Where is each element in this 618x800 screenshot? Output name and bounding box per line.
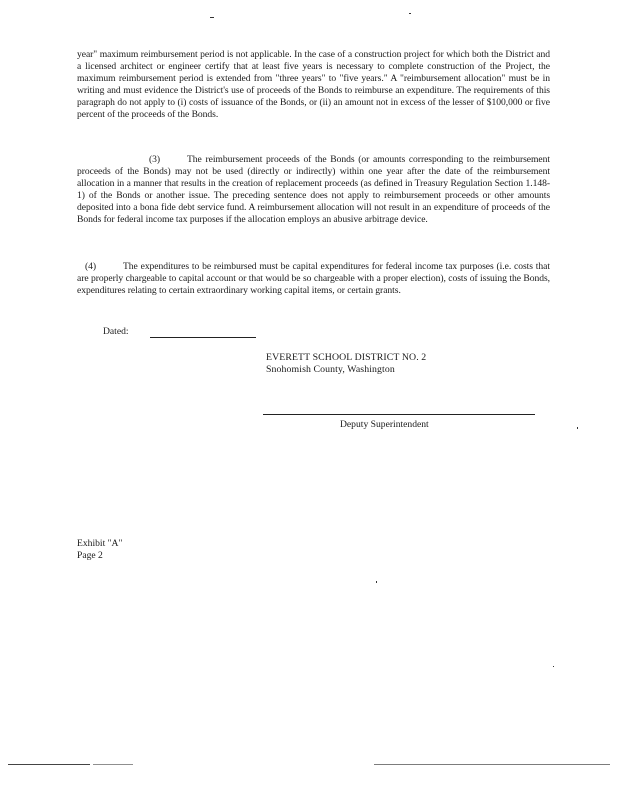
scan-speck (376, 581, 377, 583)
organization-block (266, 352, 426, 377)
signature-line (263, 414, 535, 415)
paragraph-4-capital-expenditures (77, 261, 550, 297)
scan-speck (553, 666, 554, 667)
scan-speck (210, 17, 214, 18)
paragraph-text: The reimbursement proceeds of the Bonds (or amounts corresponding to the reimbursement proceeds of the Bonds) may not be used (directly or indirectly) within one year after the date of the reimbursement allocation in a manner that results in the creation of replacement proceeds (as defined in Treasury Regulation Section 1.148-1) of the Bonds or another issue. The preceding sentence does not apply to reimbursement proceeds or other amounts deposited into a bona fide debt service fund. A reimbursement allocation will not result in an expenditure of proceeds of the Bonds for federal income tax purposes if the allocation employs an abusive arbitrage device. (77, 154, 550, 226)
organization-name: EVERETT SCHOOL DISTRICT NO. 2 (266, 352, 427, 363)
organization-county: Snohomish County, Washington (266, 364, 395, 376)
paragraph-reimbursement-period (77, 49, 550, 122)
paragraph-text: year" maximum reimbursement period is not applicable. In the case of a construction project for which both the District and a licensed architect or engineer certify that at least five years is necessary to complete construction of the Project, the maximum reimbursement period is extended from "three years" to "five years." A "reimbursement allocation" must be in writing and must evidence the District's use of proceeds of the Bonds to reimburse an expenditure. The requirements of this paragraph do not apply to (i) costs of issuance of the Bonds, or (ii) an amount not in excess of the lesser of $100,000 or five percent of the proceeds of the Bonds. (77, 49, 550, 121)
signer-title: Deputy Superintendent (340, 419, 429, 430)
scan-speck (577, 427, 578, 429)
dated-label: Dated: (103, 326, 129, 337)
exhibit-label: Exhibit "A" (77, 538, 123, 549)
scan-edge-rule (8, 764, 90, 765)
scan-edge-rule (374, 764, 610, 765)
page-number: Page 2 (77, 550, 103, 562)
exhibit-footer (77, 538, 122, 563)
scan-speck (409, 13, 411, 14)
paragraph-text: The expenditures to be reimbursed must be capital expenditures for federal income tax purposes (i.e. costs that are properly chargeable to capital account or that would be so chargeable with a proper election), costs of issuing the Bonds, expenditures relating to certain extraordinary working capital items, or certain grants. (77, 261, 550, 297)
dated-blank-line (150, 337, 256, 338)
paragraph-3-replacement-proceeds (77, 154, 550, 227)
paragraph-number: (3) (149, 154, 161, 165)
paragraph-number: (4) (85, 261, 97, 272)
scan-edge-rule (93, 764, 133, 765)
